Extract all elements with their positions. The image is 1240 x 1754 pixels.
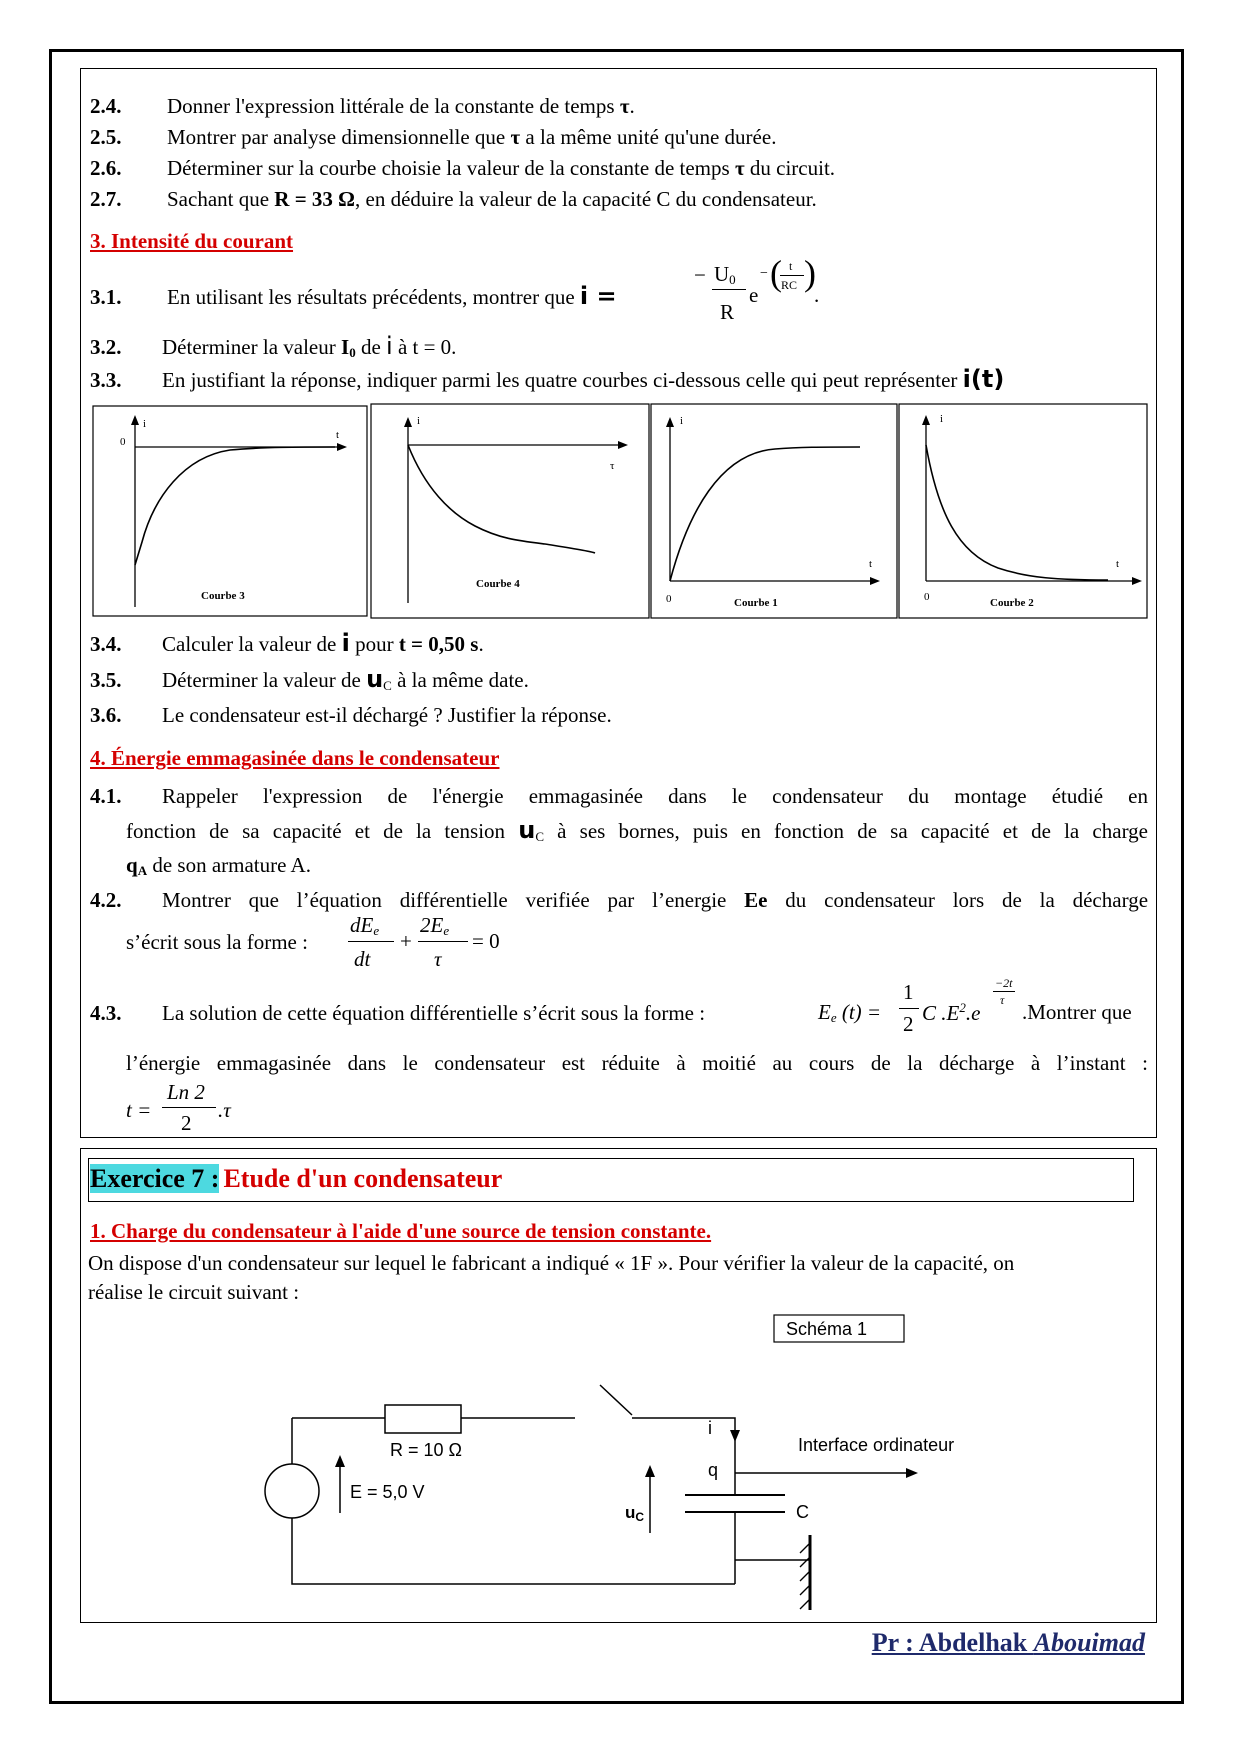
capacitor-label: C [796,1502,809,1522]
circuit-schema [250,1305,1010,1625]
formula-4-3b-top: Ln 2 [167,1080,205,1104]
formula-3-1-e: e [749,283,759,307]
section-4-title: 4. Énergie emmagasinée dans le condensateur [90,746,500,770]
formula-4-3-half-bar [899,1008,919,1009]
source-label: E = 5,0 V [350,1482,425,1502]
exercise-7-intro-line1: On dispose d'un condensateur sur lequel le fabricant a indiqué « 1F ». Pour vérifier la valeur de la capacité, on [88,1251,1015,1275]
resistor [385,1405,461,1433]
current-label: i [708,1418,712,1438]
question-3-6: 3.6. Le condensateur est-il déchargé ? Justifier la réponse. [90,703,612,727]
question-3-5: 3.5. Déterminer la valeur de $u_C$ à la même date. [90,665,529,693]
curve-2-graph [898,403,1148,619]
formula-3-1-exp-bar [780,275,804,276]
question-2-7: 2.7. Sachant que R = 33 Ω, en déduire la valeur de la capacité C du condensateur. [90,187,817,211]
exercise-7-intro-line2: réalise le circuit suivant : [88,1280,300,1304]
question-2-4: 2.4. Donner l'expression littérale de la constante de temps τ. [90,94,635,118]
formula-3-1-minus: − [694,263,706,287]
exercise-7-title: Exercice 7 : Etude d'un condensateur [90,1164,503,1193]
curve-2-xlabel: t [1116,558,1120,570]
formula-4-3-exp-bar [993,991,1015,992]
question-4-3-line2: l’énergie emmagasinée dans le condensateur est réduite à moitié au cours de la décharge à l’instant : [126,1051,1148,1075]
curve-4-xlabel: τ [610,460,615,472]
formula-3-1-exp-top: t [789,259,793,273]
question-3-4: 3.4. Calculer la valeur de i pour t = 0,50 s. [90,629,484,657]
formula-4-3b-bar [162,1107,216,1108]
formula-3-1-exp-bot: RC [781,278,798,292]
formula-4-3-lhs: $E_e$ (t) = [818,1000,882,1025]
question-2-5: 2.5. Montrer par analyse dimensionnelle que τ a la même unité qu'une durée. [90,125,777,149]
question-3-2: 3.2. Déterminer la valeur $I_0$ de i à t = 0. [90,332,457,360]
curve-4-ylabel: i [417,415,421,427]
formula-3-1-exp-minus: − [760,266,768,281]
question-4-3-line1: 4.3. La solution de cette équation différentielle s’écrit sous la forme : [90,1001,706,1025]
section-3-title: 3. Intensité du courant [90,229,294,253]
curve-3-label: Courbe 3 [201,590,245,602]
formula-4-2-f1-bot: dt [354,947,371,971]
formula-4-2-f1-top: $dE_e$ [350,913,380,938]
formula-4-3-rhs: C $.E^2.e$ [922,1000,981,1025]
formula-4-2-plus: + [400,929,412,953]
curve-1-xlabel: t [869,558,873,570]
formula-3-1-bar [712,289,746,290]
curve-2-zero: 0 [924,591,930,603]
interface-label: Interface ordinateur [798,1435,955,1455]
formula-3-1-den: R [720,300,735,324]
formula-3-1-paren-left: ( [770,253,782,293]
curve-2-ylabel: i [940,413,944,425]
curve-1-ylabel: i [680,415,684,427]
curve-1-graph [650,403,898,619]
curve-3-zero: 0 [120,436,126,448]
formula-4-3b-bot: 2 [181,1111,192,1135]
question-4-1-line1: 4.1. Rappeler l'expression de l'énergie emmagasinée dans le condensateur du montage étudié en [90,784,1148,808]
question-4-2-line1: 4.2. Montrer que l’équation différentielle verifiée par l’energie Ee du condensateur lors de la décharge [90,888,1149,912]
formula-3-1-num: $U_0$ [714,262,736,287]
formula-4-2-eq: = 0 [472,929,500,953]
curve-2-label: Courbe 2 [990,597,1034,609]
question-4-1-line2: fonction de sa capacité et de la tension $u_C$ à ses bornes, puis en fonction de sa capacité et de la charge [126,816,1148,844]
curve-3-ylabel: i [143,418,147,430]
curve-1-zero: 0 [666,593,672,605]
question-3-1: 3.1. En utilisant les résultats précédents, montrer que i = [90,282,617,310]
formula-3-1-dot: . [814,283,820,307]
question-3-3: 3.3. En justifiant la réponse, indiquer parmi les quatre courbes ci-dessous celle qui peut représenter i(t) [90,365,1005,393]
uc-label: uC [625,1503,645,1524]
curve-1-label: Courbe 1 [734,597,778,609]
formula-4-3-tail: .Montrer que [1022,1000,1132,1024]
formula-4-3-exp-bot: τ [1000,993,1005,1007]
switch [600,1385,632,1415]
formula-4-2-f2-bot: τ [434,947,442,971]
formula-4-3b-tau: .τ [218,1098,231,1122]
formula-4-3-half-bot: 2 [903,1012,914,1036]
author-signature: Pr : Abdelhak Abouimad [871,1628,1145,1657]
schema-label: Schéma 1 [786,1319,868,1339]
question-2-6: 2.6. Déterminer sur la courbe choisie la valeur de la constante de temps τ du circuit. [90,156,836,180]
curve-4-label: Courbe 4 [476,578,520,590]
question-4-1-line3: $q_A$ de son armature A. [126,853,311,878]
curve-4-graph [370,403,650,619]
question-4-2-line2: s’écrit sous la forme : [126,930,308,954]
formula-3-1-paren-right: ) [804,253,816,293]
voltage-source [265,1464,319,1518]
resistor-label: R = 10 Ω [390,1440,462,1460]
curve-3-xlabel: t [336,429,340,441]
formula-4-2-f1-bar [348,941,394,942]
curve-3-graph [92,405,368,617]
formula-4-2-f2-top: $2E_e$ [420,913,450,938]
formula-4-3-exp-top: −2t [995,976,1013,990]
formula-4-3b-t: t = [126,1098,152,1122]
exercise-7-subtitle: 1. Charge du condensateur à l'aide d'une source de tension constante. [90,1219,712,1243]
formula-4-2-f2-bar [418,941,468,942]
formula-4-3-half-top: 1 [903,980,914,1004]
charge-label: q [708,1460,719,1480]
